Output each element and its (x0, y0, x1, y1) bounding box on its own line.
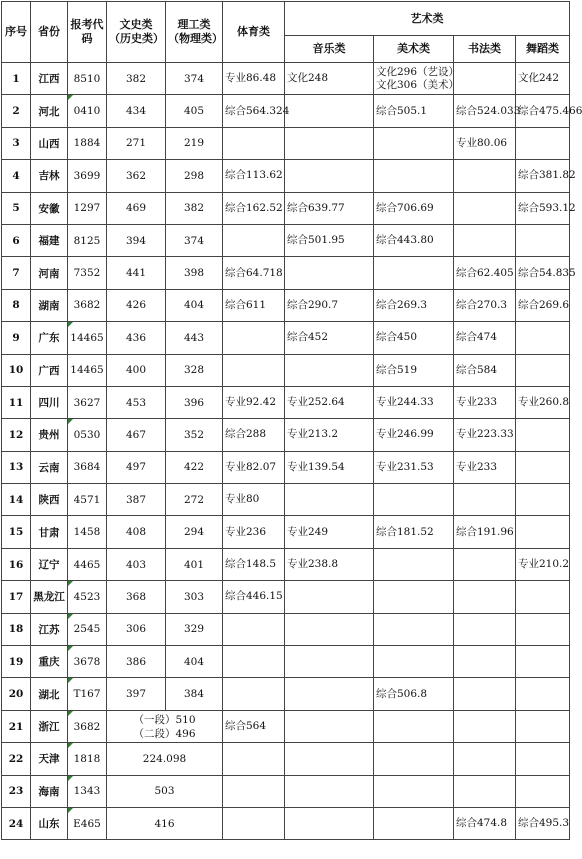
row-fine-art (374, 613, 454, 645)
row-music (285, 95, 374, 127)
row-calligraphy (454, 63, 516, 95)
row-science: 219 (166, 127, 223, 159)
row-science: 384 (166, 678, 223, 710)
row-science: 396 (166, 386, 223, 418)
row-dance (516, 224, 570, 256)
row-music (285, 581, 374, 613)
row-history: 397 (107, 678, 166, 710)
row-calligraphy: 综合584 (454, 354, 516, 386)
row-no: 10 (2, 354, 31, 386)
row-fine-art (374, 484, 454, 516)
row-music: 综合639.77 (285, 192, 374, 224)
row-dance (516, 775, 570, 807)
row-dance (516, 419, 570, 451)
header-row-top (2, 2, 570, 36)
row-music (285, 257, 374, 289)
row-code: 3678 (68, 646, 107, 678)
row-code: T167 (68, 678, 107, 710)
header-sports: 体育类 (223, 2, 285, 63)
row-code: 8510 (68, 63, 107, 95)
row-history: 434 (107, 95, 166, 127)
row-science: 382 (166, 192, 223, 224)
row-history: 469 (107, 192, 166, 224)
row-music: 文化248 (285, 63, 374, 95)
table-row (2, 743, 570, 775)
row-fine-art: 综合181.52 (374, 516, 454, 548)
row-dance (516, 678, 570, 710)
row-science: 404 (166, 289, 223, 321)
row-history: 436 (107, 322, 166, 354)
row-province: 江西 (31, 63, 68, 95)
row-code: 14465 (68, 322, 107, 354)
row-no: 24 (2, 807, 31, 839)
row-province: 广西 (31, 354, 68, 386)
row-province: 四川 (31, 386, 68, 418)
row-fine-art: 专业231.53 (374, 451, 454, 483)
table-row (2, 548, 570, 580)
row-calligraphy: 专业233 (454, 451, 516, 483)
table-row (2, 95, 570, 127)
row-calligraphy (454, 678, 516, 710)
row-music (285, 743, 374, 775)
row-province: 安徽 (31, 192, 68, 224)
row-sports (223, 807, 285, 839)
row-history: 386 (107, 646, 166, 678)
row-science: 404 (166, 646, 223, 678)
header-music: 音乐类 (285, 36, 374, 63)
table-row (2, 160, 570, 192)
row-calligraphy (454, 581, 516, 613)
row-dance (516, 484, 570, 516)
row-code: 3684 (68, 451, 107, 483)
header-science: 理工类（物理类） (166, 2, 223, 63)
row-fine-art (374, 807, 454, 839)
row-code: 1818 (68, 743, 107, 775)
row-province: 辽宁 (31, 548, 68, 580)
row-sports (223, 127, 285, 159)
row-no: 2 (2, 95, 31, 127)
table-row (2, 289, 570, 321)
row-dance: 综合381.82 (516, 160, 570, 192)
row-science: 374 (166, 63, 223, 95)
row-province: 天津 (31, 743, 68, 775)
header-no: 序号 (2, 2, 31, 63)
row-calligraphy: 专业233 (454, 386, 516, 418)
row-no: 22 (2, 743, 31, 775)
header-dance: 舞蹈类 (516, 36, 570, 63)
row-calligraphy: 综合62.405 (454, 257, 516, 289)
row-science: 294 (166, 516, 223, 548)
table-row (2, 807, 570, 839)
row-sports: 综合113.62 (223, 160, 285, 192)
row-sports: 综合288 (223, 419, 285, 451)
row-fine-art (374, 581, 454, 613)
row-province: 黑龙江 (31, 581, 68, 613)
row-history: 306 (107, 613, 166, 645)
row-calligraphy: 综合474.8 (454, 807, 516, 839)
row-sports: 综合564 (223, 710, 285, 742)
row-calligraphy: 专业80.06 (454, 127, 516, 159)
row-province: 河南 (31, 257, 68, 289)
row-music (285, 613, 374, 645)
row-province: 山西 (31, 127, 68, 159)
row-no: 13 (2, 451, 31, 483)
row-calligraphy: 综合270.3 (454, 289, 516, 321)
row-code: E465 (68, 807, 107, 839)
row-sports: 专业80 (223, 484, 285, 516)
row-province: 江苏 (31, 613, 68, 645)
row-sports: 综合162.52 (223, 192, 285, 224)
row-science: 405 (166, 95, 223, 127)
row-science: 422 (166, 451, 223, 483)
table-row (2, 710, 570, 742)
row-dance (516, 451, 570, 483)
header-code: 报考代码 (68, 2, 107, 63)
row-dance (516, 743, 570, 775)
table-row (2, 386, 570, 418)
row-music (285, 807, 374, 839)
header-calligraphy: 书法类 (454, 36, 516, 63)
table-row (2, 775, 570, 807)
row-dance: 综合54.835 (516, 257, 570, 289)
row-province: 重庆 (31, 646, 68, 678)
table-row (2, 192, 570, 224)
row-science: 401 (166, 548, 223, 580)
row-dance (516, 322, 570, 354)
row-province: 浙江 (31, 710, 68, 742)
row-no: 23 (2, 775, 31, 807)
row-code: 8125 (68, 224, 107, 256)
row-dance (516, 710, 570, 742)
row-sports: 专业86.48 (223, 63, 285, 95)
row-science: 298 (166, 160, 223, 192)
row-music: 综合501.95 (285, 224, 374, 256)
row-fine-art: 专业246.99 (374, 419, 454, 451)
row-history: 394 (107, 224, 166, 256)
table-row (2, 354, 570, 386)
row-fine-art (374, 710, 454, 742)
row-calligraphy (454, 192, 516, 224)
row-fine-art (374, 127, 454, 159)
row-music: 专业238.8 (285, 548, 374, 580)
row-dance: 综合593.12 (516, 192, 570, 224)
row-no: 8 (2, 289, 31, 321)
score-table (1, 1, 582, 840)
row-history: 400 (107, 354, 166, 386)
row-music (285, 127, 374, 159)
table-row (2, 419, 570, 451)
row-code: 3699 (68, 160, 107, 192)
row-music (285, 646, 374, 678)
table-row (2, 516, 570, 548)
row-sports (223, 322, 285, 354)
row-merged-score: 224.098 (107, 743, 223, 775)
row-code: 1343 (68, 775, 107, 807)
row-code: 1458 (68, 516, 107, 548)
row-dance: 综合495.3 (516, 807, 570, 839)
row-province: 贵州 (31, 419, 68, 451)
row-code: 0410 (68, 95, 107, 127)
row-code: 4523 (68, 581, 107, 613)
row-history: 453 (107, 386, 166, 418)
row-science: 352 (166, 419, 223, 451)
row-fine-art: 综合706.69 (374, 192, 454, 224)
row-dance (516, 127, 570, 159)
row-dance: 专业260.8 (516, 386, 570, 418)
row-fine-art: 综合519 (374, 354, 454, 386)
row-science: 303 (166, 581, 223, 613)
row-calligraphy (454, 160, 516, 192)
row-calligraphy (454, 224, 516, 256)
row-history: 368 (107, 581, 166, 613)
table-row (2, 484, 570, 516)
row-music (285, 484, 374, 516)
row-dance: 综合269.6 (516, 289, 570, 321)
row-sports: 综合148.5 (223, 548, 285, 580)
row-no: 11 (2, 386, 31, 418)
row-sports: 专业82.07 (223, 451, 285, 483)
row-sports: 综合446.15 (223, 581, 285, 613)
row-no: 5 (2, 192, 31, 224)
row-province: 福建 (31, 224, 68, 256)
row-science: 398 (166, 257, 223, 289)
row-sports: 综合611 (223, 289, 285, 321)
row-province: 广东 (31, 322, 68, 354)
row-history: 362 (107, 160, 166, 192)
row-dance: 文化242 (516, 63, 570, 95)
row-no: 9 (2, 322, 31, 354)
row-calligraphy (454, 646, 516, 678)
row-fine-art (374, 160, 454, 192)
row-calligraphy (454, 710, 516, 742)
row-fine-art: 综合506.8 (374, 678, 454, 710)
row-history: 382 (107, 63, 166, 95)
table-row (2, 322, 570, 354)
row-dance: 专业210.2 (516, 548, 570, 580)
row-province: 甘肃 (31, 516, 68, 548)
row-sports (223, 224, 285, 256)
row-sports (223, 775, 285, 807)
row-province: 海南 (31, 775, 68, 807)
row-history: 387 (107, 484, 166, 516)
header-fine-art: 美术类 (374, 36, 454, 63)
row-code: 7352 (68, 257, 107, 289)
row-code: 3682 (68, 289, 107, 321)
row-music: 专业139.54 (285, 451, 374, 483)
row-province: 陕西 (31, 484, 68, 516)
header-art: 艺术类 (285, 2, 570, 36)
row-calligraphy (454, 743, 516, 775)
row-code: 14465 (68, 354, 107, 386)
row-no: 1 (2, 63, 31, 95)
row-calligraphy (454, 613, 516, 645)
row-music (285, 160, 374, 192)
table-row (2, 646, 570, 678)
row-sports: 综合64.718 (223, 257, 285, 289)
row-sports (223, 743, 285, 775)
row-calligraphy (454, 775, 516, 807)
row-no: 15 (2, 516, 31, 548)
row-no: 16 (2, 548, 31, 580)
row-no: 21 (2, 710, 31, 742)
row-province: 湖北 (31, 678, 68, 710)
row-history: 426 (107, 289, 166, 321)
row-code: 1297 (68, 192, 107, 224)
row-code: 0530 (68, 419, 107, 451)
row-music: 专业213.2 (285, 419, 374, 451)
table-row (2, 224, 570, 256)
row-fine-art (374, 646, 454, 678)
row-fine-art: 专业244.33 (374, 386, 454, 418)
row-code: 4571 (68, 484, 107, 516)
table-row (2, 127, 570, 159)
row-music: 综合452 (285, 322, 374, 354)
row-province: 山东 (31, 807, 68, 839)
row-calligraphy: 专业223.33 (454, 419, 516, 451)
row-dance (516, 354, 570, 386)
row-music: 专业249 (285, 516, 374, 548)
row-dance (516, 581, 570, 613)
header-province: 省份 (31, 2, 68, 63)
row-province: 河北 (31, 95, 68, 127)
row-merged-score: （一段）510 （二段）496 (107, 710, 223, 742)
row-music: 综合290.7 (285, 289, 374, 321)
row-fine-art: 综合450 (374, 322, 454, 354)
row-merged-score: 416 (107, 807, 223, 839)
row-no: 3 (2, 127, 31, 159)
row-dance (516, 613, 570, 645)
row-fine-art: 文化296（艺设） 文化306（美术） (374, 63, 454, 95)
row-dance (516, 516, 570, 548)
row-science: 329 (166, 613, 223, 645)
row-fine-art: 综合269.3 (374, 289, 454, 321)
row-no: 6 (2, 224, 31, 256)
row-fine-art (374, 257, 454, 289)
table-row (2, 613, 570, 645)
row-history: 497 (107, 451, 166, 483)
row-no: 14 (2, 484, 31, 516)
row-science: 328 (166, 354, 223, 386)
row-no: 19 (2, 646, 31, 678)
row-dance: 综合475.466 (516, 95, 570, 127)
row-no: 4 (2, 160, 31, 192)
row-calligraphy (454, 484, 516, 516)
row-music (285, 354, 374, 386)
row-no: 20 (2, 678, 31, 710)
row-music (285, 678, 374, 710)
row-history: 467 (107, 419, 166, 451)
row-calligraphy (454, 548, 516, 580)
row-no: 18 (2, 613, 31, 645)
row-music (285, 710, 374, 742)
table-row (2, 63, 570, 95)
row-calligraphy: 综合191.96 (454, 516, 516, 548)
row-science: 443 (166, 322, 223, 354)
row-no: 7 (2, 257, 31, 289)
table-row (2, 581, 570, 613)
row-code: 3682 (68, 710, 107, 742)
header-history: 文史类（历史类） (107, 2, 166, 63)
table-row (2, 451, 570, 483)
row-sports (223, 354, 285, 386)
row-sports (223, 678, 285, 710)
row-province: 吉林 (31, 160, 68, 192)
row-history: 441 (107, 257, 166, 289)
row-music: 专业252.64 (285, 386, 374, 418)
row-code: 1884 (68, 127, 107, 159)
table-body (2, 63, 582, 840)
table-row (2, 678, 570, 710)
row-no: 12 (2, 419, 31, 451)
row-code: 3627 (68, 386, 107, 418)
row-history: 408 (107, 516, 166, 548)
row-calligraphy: 综合474 (454, 322, 516, 354)
row-fine-art (374, 548, 454, 580)
row-sports (223, 646, 285, 678)
row-code: 2545 (68, 613, 107, 645)
row-fine-art: 综合505.1 (374, 95, 454, 127)
row-fine-art: 综合443.80 (374, 224, 454, 256)
table-row (2, 257, 570, 289)
row-history: 403 (107, 548, 166, 580)
row-sports: 专业92.42 (223, 386, 285, 418)
row-science: 374 (166, 224, 223, 256)
row-sports: 专业236 (223, 516, 285, 548)
row-dance (516, 646, 570, 678)
row-sports: 综合564.324 (223, 95, 285, 127)
row-merged-score: 503 (107, 775, 223, 807)
row-province: 云南 (31, 451, 68, 483)
row-no: 17 (2, 581, 31, 613)
row-fine-art (374, 743, 454, 775)
row-province: 湖南 (31, 289, 68, 321)
row-calligraphy: 综合524.033 (454, 95, 516, 127)
row-history: 271 (107, 127, 166, 159)
row-code: 4465 (68, 548, 107, 580)
row-music (285, 775, 374, 807)
row-sports (223, 613, 285, 645)
row-fine-art (374, 775, 454, 807)
row-science: 272 (166, 484, 223, 516)
